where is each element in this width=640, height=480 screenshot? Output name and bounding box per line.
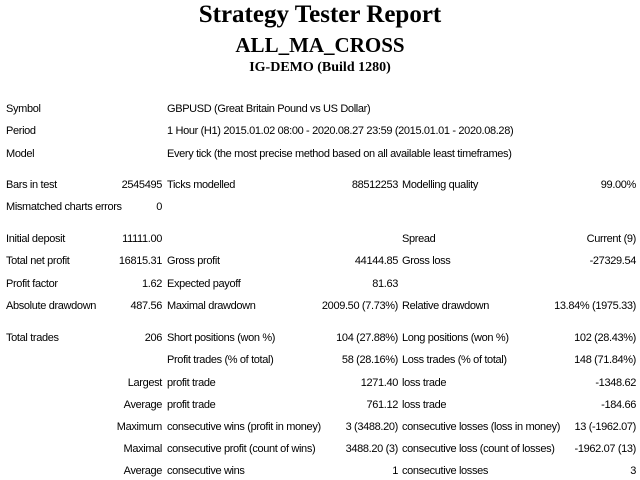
payoff-value: 81.63	[372, 278, 398, 290]
deposit-label: Initial deposit	[6, 233, 65, 245]
largest-label: Largest	[127, 377, 162, 389]
average-loss-label: loss trade	[402, 399, 447, 411]
largest-profit-value: 1271.40	[360, 377, 398, 389]
report-title: Strategy Tester Report	[198, 1, 442, 28]
grossloss-label: Gross loss	[402, 255, 451, 267]
grossprofit-value: 44144.85	[354, 255, 398, 267]
maximum-label: Maximum	[116, 421, 162, 433]
profit-trades-label: Profit trades (% of total)	[167, 354, 274, 366]
model-label: Model	[6, 148, 35, 160]
expert-name: ALL_MA_CROSS	[235, 33, 405, 57]
period-label: Period	[6, 125, 36, 137]
absdd-label: Absolute drawdown	[6, 300, 97, 312]
avgcons-losses-value: 3	[630, 465, 636, 477]
netprofit-label: Total net profit	[6, 255, 70, 267]
loss-trades-label: Loss trades (% of total)	[402, 354, 507, 366]
netprofit-value: 16815.31	[118, 255, 162, 267]
avgcons-label: Average	[123, 465, 162, 477]
maxdd-label: Maximal drawdown	[167, 300, 256, 312]
pf-label: Profit factor	[6, 278, 58, 290]
server-build: IG-DEMO (Build 1280)	[249, 60, 391, 75]
short-label: Short positions (won %)	[167, 332, 276, 344]
average-loss-value: -184.66	[601, 399, 636, 411]
deposit-value: 11111.00	[122, 233, 162, 245]
quality-label: Modelling quality	[402, 179, 478, 191]
grossprofit-label: Gross profit	[167, 255, 220, 267]
payoff-label: Expected payoff	[167, 278, 241, 290]
spread-label: Spread	[402, 233, 436, 245]
average-label: Average	[123, 399, 162, 411]
total-trades-label: Total trades	[6, 332, 59, 344]
largest-loss-label: loss trade	[402, 377, 447, 389]
largest-loss-value: -1348.62	[595, 377, 636, 389]
avgcons-wins-label: consecutive wins	[167, 465, 245, 477]
quality-value: 99.00%	[600, 179, 636, 191]
reldd-label: Relative drawdown	[402, 300, 489, 312]
maximal-loss-label: consecutive loss (count of losses)	[402, 443, 555, 455]
maximal-profit-value: 3488.20 (3)	[345, 443, 398, 455]
maximal-profit-label: consecutive profit (count of wins)	[167, 443, 316, 455]
average-profit-value: 761.12	[366, 399, 398, 411]
maximal-loss-value: -1962.07 (13)	[574, 443, 636, 455]
pf-value: 1.62	[141, 278, 162, 290]
average-profit-label: profit trade	[167, 399, 216, 411]
maximum-losses-value: 13 (-1962.07)	[574, 421, 636, 433]
loss-trades-value: 148 (71.84%)	[574, 354, 636, 366]
reldd-value: 13.84% (1975.33)	[554, 300, 636, 312]
spread-value: Current (9)	[586, 233, 636, 245]
long-value: 102 (28.43%)	[574, 332, 636, 344]
bars-label: Bars in test	[6, 179, 57, 191]
long-label: Long positions (won %)	[402, 332, 509, 344]
grossloss-value: -27329.54	[589, 255, 636, 267]
mismatch-label: Mismatched charts errors	[6, 201, 122, 213]
symbol-value: GBPUSD (Great Britain Pound vs US Dollar)	[167, 103, 371, 115]
avgcons-losses-label: consecutive losses	[402, 465, 489, 477]
model-value: Every tick (the most precise method based on all available least timeframes)	[167, 148, 512, 160]
maxdd-value: 2009.50 (7.73%)	[321, 300, 398, 312]
avgcons-wins-value: 1	[392, 465, 398, 477]
bars-value: 2545495	[121, 179, 162, 191]
total-trades-value: 206	[144, 332, 162, 344]
mismatch-value: 0	[156, 201, 162, 213]
absdd-value: 487.56	[130, 300, 162, 312]
period-value: 1 Hour (H1) 2015.01.02 08:00 - 2020.08.27 23:59 (2015.01.01 - 2020.08.28)	[167, 125, 514, 137]
maximum-losses-label: consecutive losses (loss in money)	[402, 421, 561, 433]
ticks-value: 88512253	[351, 179, 398, 191]
maximum-wins-label: consecutive wins (profit in money)	[167, 421, 321, 433]
ticks-label: Ticks modelled	[167, 179, 236, 191]
profit-trades-value: 58 (28.16%)	[341, 354, 398, 366]
short-value: 104 (27.88%)	[336, 332, 398, 344]
symbol-label: Symbol	[6, 103, 41, 115]
maximal-label: Maximal	[123, 443, 162, 455]
maximum-wins-value: 3 (3488.20)	[345, 421, 398, 433]
largest-profit-label: profit trade	[167, 377, 216, 389]
